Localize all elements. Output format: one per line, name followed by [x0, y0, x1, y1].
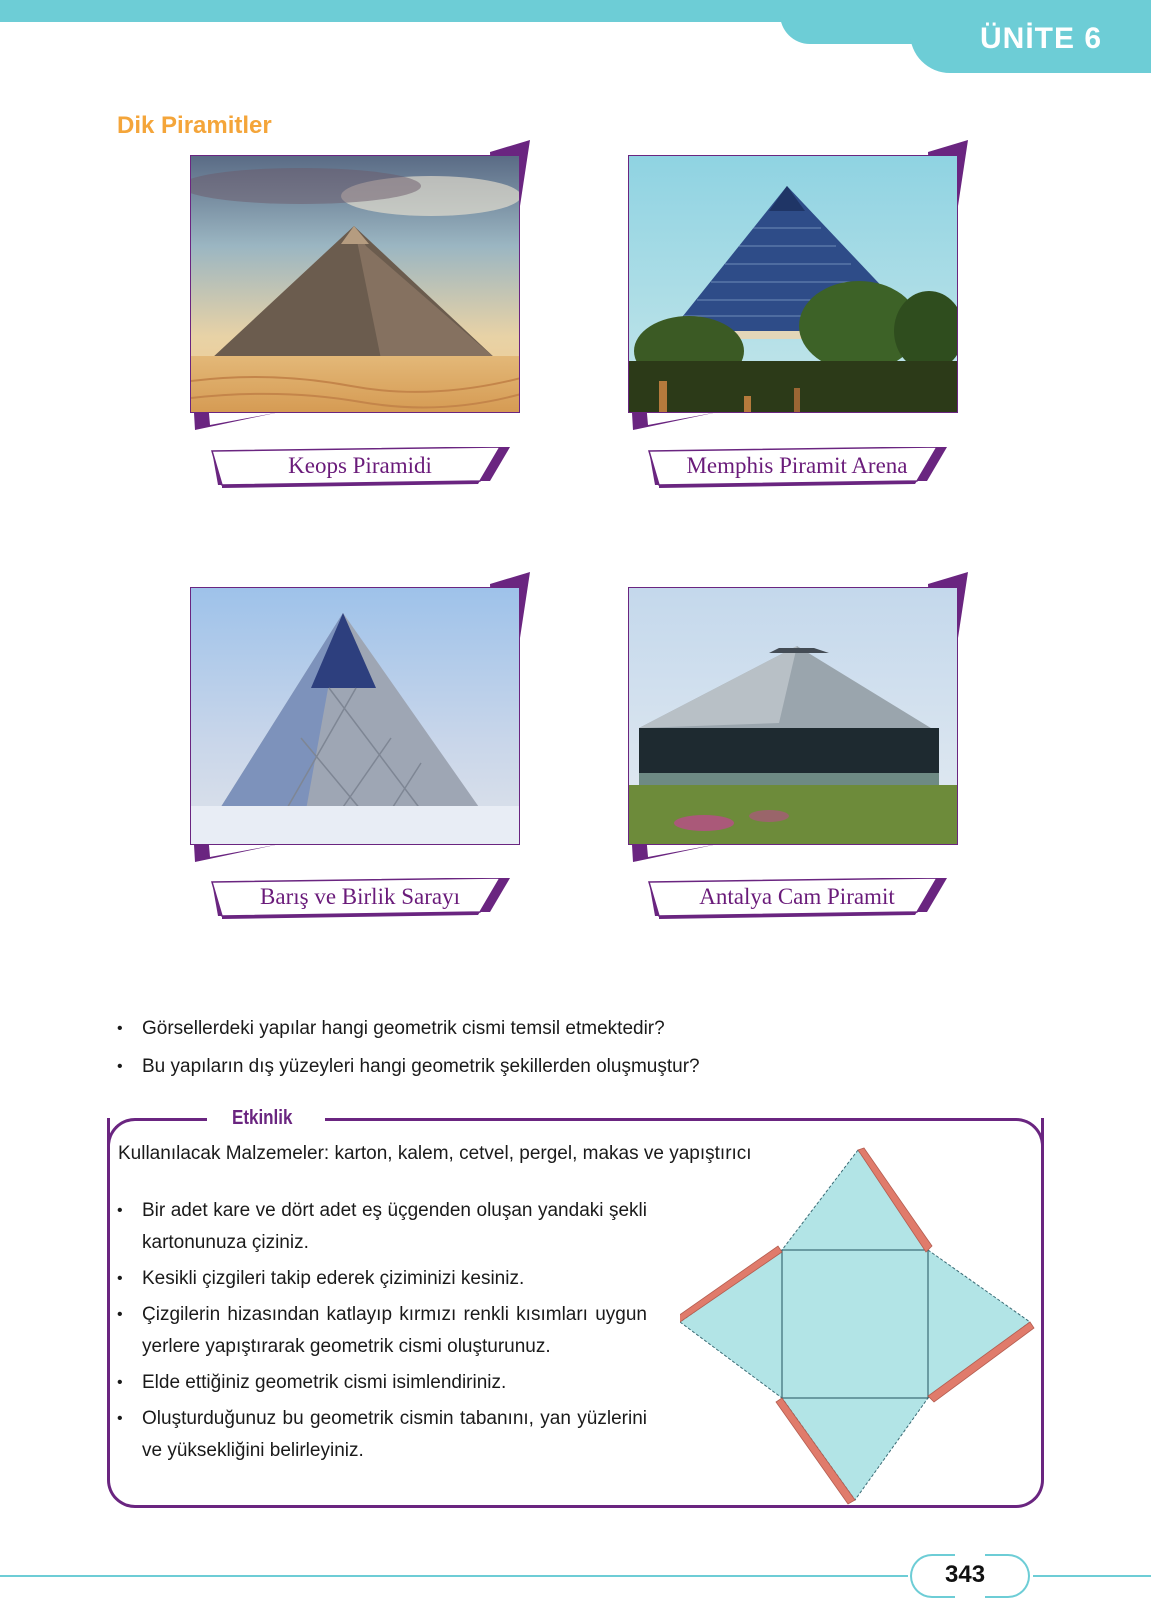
- question-item: • Bu yapıların dış yüzeyleri hangi geometrik şekillerden oluşmuştur?: [117, 1048, 1017, 1086]
- photo-card-keops: [190, 140, 550, 440]
- caption-keops: [210, 447, 510, 489]
- question-list: [117, 1010, 1017, 1086]
- caption-text: Keops Piramidi: [288, 453, 432, 478]
- activity-title: Etkinlik: [232, 1107, 293, 1129]
- page-pill-right-bracket: [985, 1554, 1030, 1598]
- caption-text: Antalya Cam Piramit: [699, 884, 895, 909]
- antalya-pyramid-image: [629, 588, 958, 845]
- caption-text: Memphis Piramit Arena: [686, 453, 908, 478]
- photo-memphis: [628, 155, 958, 413]
- photo-baris: [190, 587, 520, 845]
- caption-antalya: [647, 878, 947, 920]
- step-item: • Çizgilerin hizasından katlayıp kırmızı renkli kısımları uygun yerlere yapıştırarak geometrik cismi oluşturunuz.: [117, 1299, 647, 1363]
- caption-memphis: [647, 447, 947, 489]
- pyramid-net-diagram: [680, 1140, 1040, 1510]
- baris-pyramid-image: [191, 588, 520, 845]
- keops-pyramid-image: [191, 156, 520, 413]
- caption-text: Barış ve Birlik Sarayı: [260, 884, 460, 909]
- page-number: 343: [945, 1561, 986, 1588]
- question-item: • Görsellerdeki yapılar hangi geometrik cismi temsil etmektedir?: [117, 1010, 1017, 1048]
- step-item: • Bir adet kare ve dört adet eş üçgenden oluşan yandaki şekli kartonunuza çiziniz.: [117, 1195, 647, 1259]
- photo-card-memphis: [628, 140, 988, 440]
- photo-antalya: [628, 587, 958, 845]
- memphis-pyramid-image: [629, 156, 958, 413]
- photo-card-baris: [190, 572, 550, 872]
- photo-card-antalya: [628, 572, 988, 872]
- step-item: • Oluşturduğunuz bu geometrik cismin tabanını, yan yüzlerini ve yüksekliğini belirleyiniz.: [117, 1403, 647, 1467]
- caption-baris: [210, 878, 510, 920]
- step-item: • Kesikli çizgileri takip ederek çiziminizi kesiniz.: [117, 1263, 647, 1295]
- photo-keops: [190, 155, 520, 413]
- step-item: • Elde ettiğiniz geometrik cismi isimlendiriniz.: [117, 1367, 647, 1399]
- materials-text: Kullanılacak Malzemeler: karton, kalem, cetvel, pergel, makas ve yapıştırıcı: [118, 1143, 752, 1164]
- activity-steps: [117, 1195, 647, 1471]
- section-title: Dik Piramitler: [117, 112, 272, 139]
- unit-label: ÜNİTE 6: [980, 22, 1103, 55]
